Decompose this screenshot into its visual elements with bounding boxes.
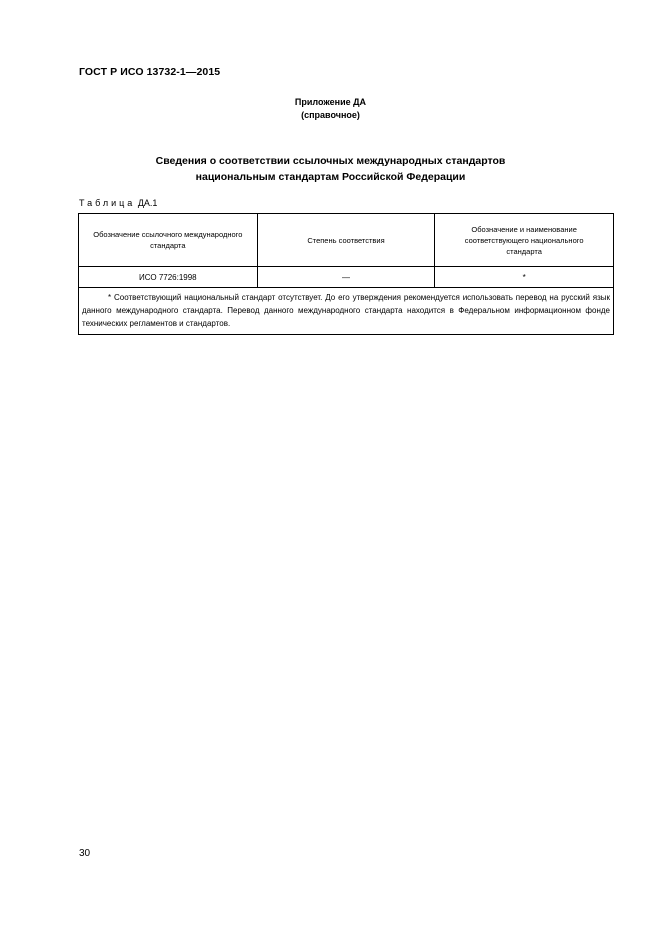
table-footnote-row: [79, 288, 614, 335]
table-footnote: [79, 288, 614, 335]
column-header-degree-of-conformity: Степень соответствия: [257, 214, 435, 267]
appendix-type: (справочное): [301, 110, 360, 120]
correspondence-table: [78, 213, 614, 335]
table-header-row: [79, 214, 614, 267]
annex-title: [0, 153, 661, 185]
appendix-heading: [0, 96, 661, 122]
cell-international-standard: ИСО 7726:1998: [79, 267, 258, 288]
footnote-text: Соответствующий национальный стандарт отсутствует. До его утверждения рекомендуется использовать перевод на русский язык данного международного стандарта. Перевод данного международного стандарта находится в Федеральном информационном фонде технических регламентов и стандартов.: [82, 293, 610, 328]
appendix-title: Приложение ДА: [294, 97, 367, 107]
column-header-national-standard: Обозначение и наименование соответствующего национального стандарта: [435, 214, 614, 267]
annex-title-line-2: национальным стандартам Российской Федерации: [195, 171, 466, 183]
page-number: 30: [79, 848, 91, 859]
annex-title-line-1: Сведения о соответствии ссылочных международных стандартов: [155, 155, 506, 167]
table-caption: [79, 198, 157, 208]
footnote-marker: *: [108, 293, 112, 302]
table-caption-number: ДА.1: [137, 198, 158, 208]
document-standard-code: ГОСТ Р ИСО 13732-1—2015: [79, 66, 221, 78]
column-header-international-standard: Обозначение ссылочного международного стандарта: [79, 214, 258, 267]
table-caption-word: Таблица: [79, 198, 136, 208]
table-row: [79, 267, 614, 288]
cell-national-standard: *: [435, 267, 614, 288]
cell-degree-of-conformity: —: [257, 267, 435, 288]
